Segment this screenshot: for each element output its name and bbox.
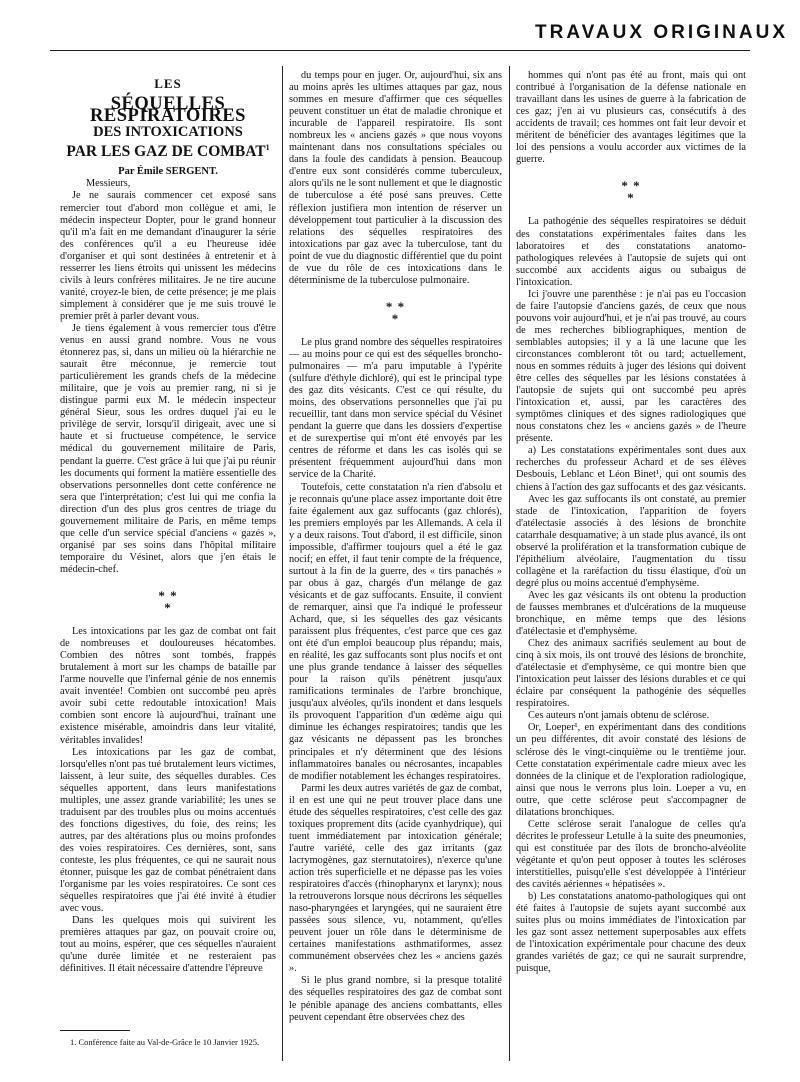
paragraph: Ici j'ouvre une parenthèse : je n'ai pas eu l'occasion de faire l'autopsie d'anciens gazés, de ceux que nous pouvons voir aujourd'hui, et je n'ai pas trouvé, au cours de mes recherches bibliographiques, mention de semblables autopsies; il y a là une lacune que les circonstances combleront tôt ou tard; actuellement, nous en sommes réduits à juger des lésions qui doivent être celles des séquelles par les lésions constatées à l'autopsie de sujets qui ont succombé peu après l'intoxication et, aussi, par les caractères des symptômes cliniques et des signes radiologiques que nous constatons chez les « anciens gazés » de l'heure présente. <box>516 288 746 445</box>
section-separator: * * * <box>385 298 406 326</box>
column-2-body <box>289 337 502 1024</box>
column-1-body <box>60 626 276 975</box>
paragraph: La pathogénie des séquelles respiratoires se déduit des constatations expérimentales faites dans les laboratoires et des constatations anatomo-pathologiques relevées à l'autopsie de sujets qui ont succombé aux accidents aigus ou subaigus de l'intoxication. <box>516 216 746 288</box>
footnote-rule <box>60 1030 130 1031</box>
paragraph: Avec les gaz vésicants ils ont obtenu la production de fausses membranes et d'ulcérations de la muqueuse bronchique, en même temps que des lésions d'atélectasie et d'emphysème. <box>516 589 746 638</box>
section-title: TRAVAUX ORIGINAUX <box>535 22 788 43</box>
article-subtitle-1: DES INTOXICATIONS <box>93 124 243 141</box>
paragraph: Les intoxications par les gaz de combat ont fait de nombreuses et douloureuses hécatombes. Combien des nôtres sont tombés, frappés brutalement à mort sur les champs de bataille par l'arme nouvelle que l'infernal génie de nos ennemis avait inventée! Combien ont succombé peu après avoir subi cette redoutable intoxication! Mais combien sont encore là aujourd'hui, traînant une existence misérable, amoindris dans leur vitalité, véritables invalides! <box>60 626 276 746</box>
column-1 <box>60 66 276 975</box>
column-3-intro <box>516 70 746 166</box>
column-divider-2 <box>509 66 510 1061</box>
paragraph: Dans les quelques mois qui suivirent les premières attaques par gaz, on pouvait croire ou, tout au moins, espérer, que ces séquelles n'auraient qu'une durée limitée et ne resteraient pas définitives. Il était nécessaire d'attendre l'épreuve <box>60 915 276 975</box>
salutation: Messieurs, <box>86 178 131 190</box>
paragraph: hommes qui n'ont pas été au front, mais qui ont contribué à l'organisation de la défense nationale en travaillant dans les usines de guerre à la fabrication de ces gaz; j'en ai vu plusieurs cas, consécutifs à des accidents de travail; ces hommes ont fait leur devoir et méritent de bénéficier des avantages légitimes que la loi des pensions a voulu accorder aux victimes de la guerre. <box>516 70 746 166</box>
article-subtitle-2: PAR LES GAZ DE COMBAT$^1$ <box>66 143 270 161</box>
paragraph: Je ne saurais commencer cet exposé sans remercier tout d'abord mon collègue et ami, le médecin inspecteur Dopter, pour le grand honneur qu'il m'a fait en me demandant d'inaugurer la série des conférences qu'il a eu l'heureuse idée d'organiser et qui sont destinées à entretenir et à resserrer les liens étroits qui unissent les médecins civils à leurs confrères militaires. Je ne tire aucune vanité, croyez-le bien, de cette présence; je me plais simplement à considérer que je me suis trouvé le premier prêt à parler devant vous. <box>60 190 276 322</box>
section-separator: * * * <box>621 178 641 206</box>
paragraph: Or, Loeper¹, en expérimentant dans des conditions un peu différentes, dit avoir constaté des lésions de sclérose dès le vingt-cinquième ou le trentième jour. Cette constatation expérimentale cadre mieux avec les données de la clinique et de l'exploration radiologique, ainsi que nous le verrons plus loin. Loeper a vu, en outre, que cette sclérose peut s'accompagner de dilatations bronchiques. <box>516 722 746 818</box>
column-2-intro <box>289 70 502 287</box>
author-byline: Par Émile SERGENT. <box>118 166 218 178</box>
paragraph: Les intoxications par les gaz de combat, lorsqu'elles n'ont pas tué brutalement leurs victimes, laissent, à leur suite, des séquelles durables. Ces séquelles apportent, dans leurs manifestations multiples, une assez grande variabilité; les unes se traduisent par des troubles plus ou moins accentués des fonctions digestives, du foie, des reins; les autres, par des altérations plus ou moins profondes des voies respiratoires. Ces dernières, sont, sans conteste, les plus fréquentes, ce qui ne saurait nous étonner, puisque les gaz de combat pénétraient dans l'organisme par les voies respiratoires. Ce sont ces séquelles respiratoires que j'ai été invité à étudier avec vous. <box>60 746 276 915</box>
paragraph: Chez des animaux sacrifiés seulement au bout de cinq à six mois, ils ont trouvé des lésions de bronchite, d'atélectasie et d'emphysème, ce qui montre bien que l'intoxication peut laisser des lésions durables et ce qui éclaire par conséquent la pathogénie des séquelles respiratoires. <box>516 638 746 710</box>
header-rule <box>50 50 750 51</box>
paragraph: Parmi les deux autres variétés de gaz de combat, il en est une qui ne peut trouver place dans une étude des séquelles respiratoires, c'est celle des gaz toxiques proprement dits (acide cyanhydrique), qui tuent immédiatement par intoxication générale; l'autre variété, celle des gaz irritants (gaz lacrymogènes, gaz sternutatoires), n'exerce qu'une action très superficielle et ne dépasse pas les voies respiratoires d'accès (rhinopharynx et larynx); nous la retrouverons lorsque nous décrirons les séquelles naso-pharyngées et laryngées, qui ne sauraient être passées sous silence, vu, notamment, qu'elles peuvent jouer un rôle dans le déterminisme de certaines manifestations asthmatiformes, assez communément observées chez les « anciens gazés ». <box>289 782 502 975</box>
column-2 <box>289 70 502 1024</box>
column-divider-1 <box>282 66 283 1061</box>
paragraph: Toutefois, cette constatation n'a rien d'absolu et je reconnais qu'une place assez importante doit être faite également aux gaz suffocants (gaz chlorés), les premiers employés par les Allemands. A cela il y a deux raisons. Tout d'abord, il est difficile, sinon impossible, d'affirmer toujours quel a été le gaz nocif; en effet, il faut tenir compte de la fréquence, surtout à la fin de la guerre, des « tirs panachés » par obus à gaz, chargés d'un mélange de gaz vésicants et de gaz suffocants. Ensuite, il convient de remarquer, ainsi que l'a indiqué le professeur Achard, que, si les séquelles des gaz vésicants paraissent plus fréquentes, c'est parce que ces gaz ont été d'un emploi beaucoup plus répandu; mais, en réalité, les gaz suffocants sont plus nocifs et ont une plus grande tendance à laisser des séquelles pour la raison qu'ils pénètrent jusqu'aux ramifications terminales de l'arbre bronchique, jusqu'aux alvéoles, qu'ils inondent et dans lesquels ils provoquent l'apparition d'un œdème aigu qui diminue les échanges respiratoires; tandis que les gaz vésicants ne dépassent pas les bronches principales et n'y déterminent que des lésions inflammatoires banales ou nécrosantes, incapables de modifier notablement les échanges respiratoires. <box>289 481 502 782</box>
paragraph: b) Les constatations anatomo-pathologiques qui ont été faites à l'autopsie de sujets ayant succombé aux suites plus ou moins immédiates de l'intoxication par les gaz sont assez nettement superposables aux effets de l'intoxication expérimentale pour chacune des deux grandes variétés de gaz; ce qui ne saurait surprendre, puisque, <box>516 891 746 975</box>
column-3-body <box>516 216 746 975</box>
column-3 <box>516 70 746 975</box>
paragraph: Ces auteurs n'ont jamais obtenu de sclérose. <box>528 710 710 722</box>
footnote: 1. Conférence faite au Val-de-Grâce le 10 Janvier 1925. <box>70 1037 260 1047</box>
column-1-intro <box>60 190 276 576</box>
article-title: SÉQUELLES RESPIRATOIRES <box>90 94 246 127</box>
paragraph: du temps pour en juger. Or, aujourd'hui, six ans au moins après les ultimes attaques par gaz, nous sommes en mesure d'affirmer que ces séquelles peuvent constituer un état de maladie chronique et incurable de l'appareil respiratoire. Ils sont nombreux les « anciens gazés » que nous voyons maintenant dans nos consultations spéciales ou dans la foule des candidats à pension. Beaucoup d'entre eux sont considérés comme tuberculeux, alors qu'ils ne le sont nullement et que le diagnostic de tuberculose a été posé sans preuves. Cette réflexion justifiera mon intention de réserver un développement tout particulier à la discussion des relations des séquelles respiratoires des intoxications par gaz avec la tuberculose, tant du point de vue du diagnostic différentiel que du point de vue du rôle de ces intoxications dans le déterminisme de la tuberculose pulmonaire. <box>289 70 502 286</box>
section-separator: * * * <box>158 587 178 616</box>
paragraph: Avec les gaz suffocants ils ont constaté, au premier stade de l'intoxication, l'apparition de foyers d'atélectasie associés à des lésions de bronchite catarrhale desquamative; à un stade plus avancé, ils ont observé la prolifération et la transformation cubique de l'épithélium alvéolaire, l'augmentation du tissu collagène et la raréfaction du tissu élastique, d'où un degré plus ou moins accentué d'emphysème. <box>516 493 746 589</box>
running-header <box>0 22 800 44</box>
paragraph: Je tiens également à vous remercier tous d'être venus en aussi grand nombre. Vous ne vous étonnerez pas, si, dans un milieu où la hiérarchie ne saurait être méconnue, je remercie tout particulièrement les grands chefs de la médecine militaire, que je vois au premier rang, ni si je distingue parmi eux M. le médecin inspecteur général Sieur, sous les ordres duquel j'ai eu le privilège de servir, lorsqu'il dirigeait, avec une si haute et si fructueuse compétence, le service médical du gouvernement militaire de Paris, pendant la guerre. C'est grâce à lui que j'ai pu réunir les documents qui forment la matière essentielle des observations personnelles dont cette conférence ne sera que l'interprétation; c'est lui qui me confia la direction d'un des plus gros centres de triage du gouvernement militaire de Paris, en même temps que celle d'un service spécial d'anciens « gazés », organisé par ses soins dans l'hôpital militaire temporaire du Vésinet, alors que j'en étais le médecin-chef. <box>60 323 276 575</box>
paragraph: Le plus grand nombre des séquelles respiratoires — au moins pour ce qui est des séquelles broncho-pulmonaires — m'a paru imputable à l'ypérite (sulfure d'éthyle dichloré), qui est le principal type des gaz dits vésicants. C'est ce qui résulte, du moins, des observations personnelles que j'ai pu recueillir, tant dans mon service spécial du Vésinet pendant la guerre que dans les dossiers d'expertise et de surexpertise qui m'ont été envoyés par les centres de réforme et dans les cas isolés qui se présentent fréquemment aujourd'hui dans mon service de la Charité. <box>289 336 502 481</box>
paragraph: a) Les constatations expérimentales sont dues aux recherches du professeur Achard et de ses élèves Desbouis, Leblanc et Léon Binet¹, qui ont soumis des chiens à l'action des gaz suffocants et des gaz vésicants. <box>516 445 746 493</box>
title-les: LES <box>154 76 182 91</box>
paragraph: Si le plus grand nombre, si la presque totalité des séquelles respiratoires des gaz de combat sont le pénible apanage des anciens combattants, elles peuvent cependant être observées chez des <box>289 975 502 1023</box>
paragraph: Cette sclérose serait l'analogue de celles qu'a décrites le professeur Letulle à la suite des pneumonies, qui est constituée par des îlots de broncho-alvéolite végétante et qu'on peut opposer à toutes les scléroses interstitielles, puisqu'elle s'est développée à l'intérieur des cavités aériennes « hépatisées ». <box>516 818 746 891</box>
